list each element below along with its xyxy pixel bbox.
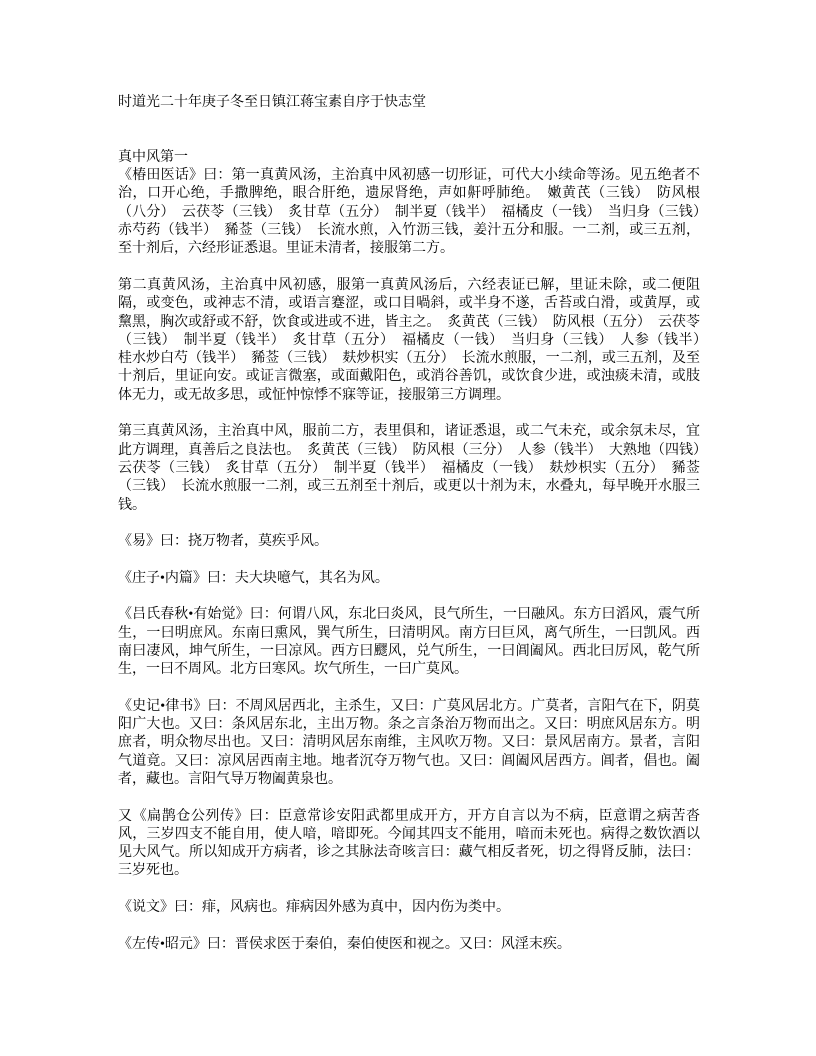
paragraph-quote-zuozhuan: 《左传•昭元》曰：晋侯求医于秦伯，秦伯使医和视之。又曰：风淫末疾。	[118, 936, 571, 952]
document-page	[118, 94, 714, 954]
paragraph-formula-2: 第二真黄风汤，主治真中风初感，服第一真黄风汤后，六经表证已解，里证未除，或二便阻隔，或变色，或神志不清，或语言蹇涩，或口目喎斜，或半身不遂，舌苔或白滑，或黄厚，或黧黑，胸次或舒或不舒，饮食或进或不进，皆主之。 炙黄芪（三钱） 防风根（五分） 云茯苓（三钱） 制半夏（钱半） 炙甘草（五分） 福橘皮（一钱） 当归身（三钱） 人参（钱半） 桂水炒白芍（钱半） 豨莶（三钱） 麸炒枳实（五分） 长流水煎服，一二剂，或三五剂，及至十剂后，里证向安。或证言微塞，或面戴阳色，或消谷善饥，或饮食少进，或浊痰未清，或肢体无力，或无故多思，或怔忡惊悸不寐等证，接服第三方调理。	[118, 277, 714, 403]
paragraph-quote-zhuangzi: 《庄子•内篇》曰：夫大块噫气，其名为风。	[118, 570, 389, 586]
paragraph-quote-yijing: 《易》曰：挠万物者，莫疾乎风。	[118, 534, 328, 550]
paragraph-quote-bianque: 又《扁鹊仓公列传》曰：臣意常诊安阳武都里成开方，开方自言以为不病，臣意谓之病苦沓风，三岁四支不能自用，使人喑，喑即死。今闻其四支不能用，喑而未死也。病得之数饮酒以见大风气。所以知成开方病者，诊之其脉法奇咳言曰：藏气相反者死，切之得肾反肺，法曰：三岁死也。	[118, 808, 700, 879]
paragraph-formula-1: 《椿田医话》曰：第一真黄风汤，主治真中风初感一切形证，可代大小续命等汤。见五绝者不治，口开心绝，手撒脾绝，眼合肝绝，遗尿肾绝，声如鼾呼肺绝。 嫩黄芪（三钱） 防风根（八分） 云茯苓（三钱） 炙甘草（五分） 制半夏（钱半） 福橘皮（一钱） 当归身（三钱） 赤芍药（钱半） 豨莶（三钱） 长流水煎，入竹沥三钱，姜汁五分和服。一二剂，或三五剂，至十剂后，六经形证悉退。里证未清者，接服第二方。	[118, 168, 714, 257]
paragraph-formula-3: 第三真黄风汤，主治真中风，服前二方，表里俱和，诸证悉退，或二气未充，或余氛未尽，宜此方调理，真善后之良法也。 炙黄芪（三钱） 防风根（三分） 人参（钱半） 大熟地（四钱） 云茯苓（三钱） 炙甘草（五分） 制半夏（钱半） 福橘皮（一钱） 麸炒枳实（五分） 豨莶（三钱） 长流水煎服一二剂，或三五剂至十剂后，或更以十剂为末，水叠丸，每早晚开水服三钱。	[118, 424, 714, 513]
paragraph-quote-shiji: 《史记•律书》曰：不周风居西北，主杀生，又曰：广莫风居北方。广莫者，言阳气在下，阴莫阳广大也。又曰：条风居东北，主出万物。条之言条治万物而出之。又曰：明庶风居东方。明庶者，明众物尽出也。又曰：清明风居东南维，主风吹万物。又曰：景风居南方。景者，言阳气道竟。又曰：凉风居西南主地。地者沉夺万物气也。又曰：阊阖风居西方。阊者，倡也。阖者，藏也。言阳气导万物阖黄泉也。	[118, 698, 700, 787]
section-title: 真中风第一	[118, 149, 188, 165]
paragraph-quote-shuowen: 《说文》曰：痱，风病也。痱病因外感为真中，因内伤为类中。	[118, 900, 510, 916]
byline: 时道光二十年庚子冬至日镇江蒋宝素自序于快志堂	[118, 95, 426, 110]
paragraph-quote-lvshichunqiu: 《吕氏春秋•有始觉》曰：何谓八风，东北曰炎风，艮气所生，一曰融风。东方曰滔风，震气所生，一曰明庶风。东南曰熏风，巽气所生，曰清明风。南方曰巨风，离气所生，一曰凯风。西南曰凄风，坤气所生，一曰凉风。西方曰飂风，兑气所生，一曰阊阖风。西北曰厉风，乾气所生，一曰不周风。北方曰寒风。坎气所生，一曰广莫风。	[118, 607, 700, 678]
